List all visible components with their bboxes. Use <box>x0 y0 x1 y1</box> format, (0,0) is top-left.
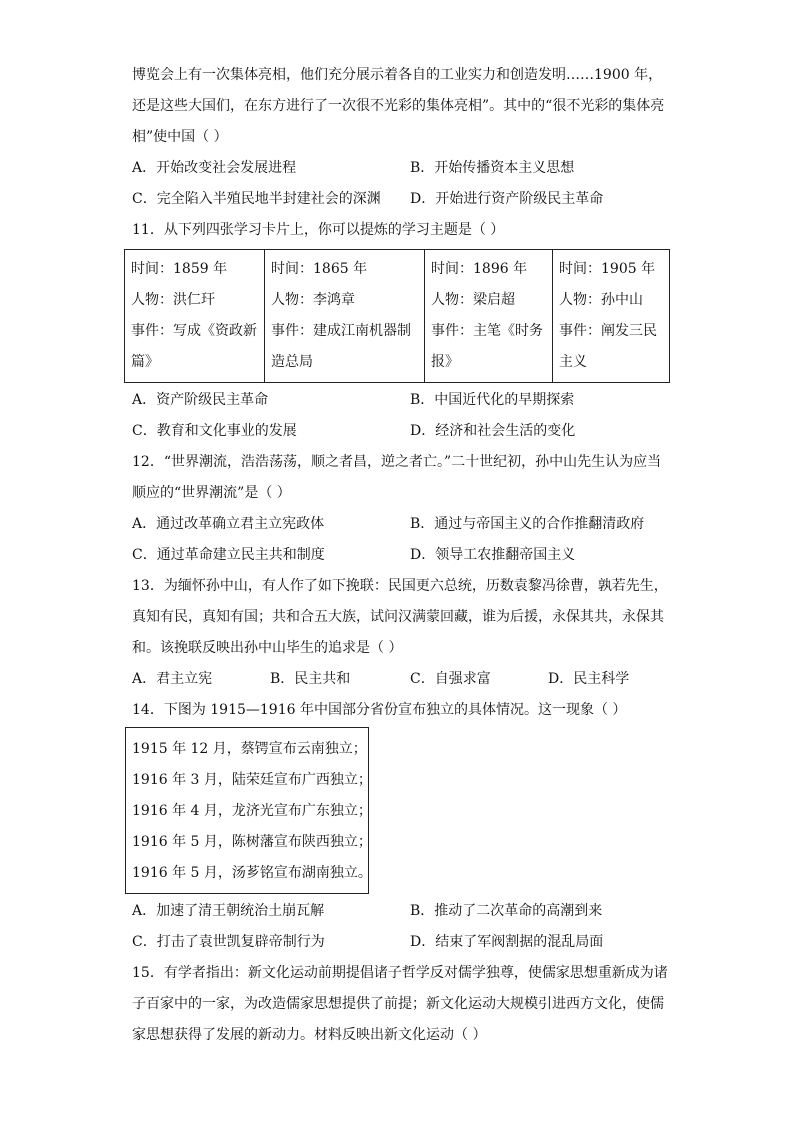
q13-stem-line-2: 真知有民，真知有国；共和合五大族，试问汉满蒙回藏，谁为后援，永保其共，永保其 <box>132 609 664 625</box>
card-1-time: 时间：1859 年 <box>131 261 228 277</box>
q14-independence-box <box>125 727 372 894</box>
q13-option-b[interactable]: B．民主共和 <box>270 671 351 687</box>
q14-box-line-2: 1916 年 3 月，陆荣廷宣布广西独立； <box>132 772 372 788</box>
card-2-person: 人物：李鸿章 <box>271 292 355 308</box>
q14-box-line-3: 1916 年 4 月，龙济光宣布广东独立； <box>132 803 372 819</box>
card-2-event-cont: 造总局 <box>271 354 313 370</box>
q13-option-d[interactable]: D．民主科学 <box>548 671 630 687</box>
q12-option-a[interactable]: A．通过改革确立君主立宪政体 <box>132 516 325 532</box>
card-1-person: 人物：洪仁玕 <box>131 292 215 308</box>
study-card-1 <box>125 250 265 383</box>
q15-stem-line-1: 15．有学者指出：新文化运动前期提倡诸子哲学反对儒学独尊，使儒家思想重新成为诸 <box>132 965 668 981</box>
q15-stem-line-2: 子百家中的一家，为改造儒家思想提供了前提；新文化运动大规模引进西方文化，使儒 <box>132 996 664 1012</box>
q11-study-cards-table <box>124 249 670 383</box>
q12-option-d[interactable]: D．领导工农推翻帝国主义 <box>410 547 576 563</box>
q11-option-b[interactable]: B．中国近代化的早期探索 <box>410 392 575 408</box>
q12-option-b[interactable]: B．通过与帝国主义的合作推翻清政府 <box>410 516 645 532</box>
q14-stem: 14．下图为 1915—1916 年中国部分省份宣布独立的具体情况。这一现象（ ） <box>132 702 627 718</box>
q10-option-b[interactable]: B．开始传播资本主义思想 <box>410 160 575 176</box>
q11-option-a[interactable]: A．资产阶级民主革命 <box>132 392 269 408</box>
q14-box-line-5: 1916 年 5 月，汤芗铭宣布湖南独立。 <box>132 865 372 881</box>
card-4-time: 时间：1905 年 <box>559 261 656 277</box>
study-card-4 <box>553 250 670 383</box>
card-4-event-cont: 主义 <box>559 354 587 370</box>
card-3-person: 人物：梁启超 <box>431 292 515 308</box>
q13-option-c[interactable]: C．自强求富 <box>410 671 491 687</box>
q10-option-d[interactable]: D．开始进行资产阶级民主革命 <box>410 191 604 207</box>
q11-option-c[interactable]: C．教育和文化事业的发展 <box>132 423 297 439</box>
q10-stem-line-2: 还是这些大国们，在东方进行了一次很不光彩的集体亮相”。其中的“很不光彩的集体亮 <box>132 98 665 114</box>
card-1-event: 事件：写成《资政新 <box>131 323 257 339</box>
card-2-event: 事件：建成江南机器制 <box>271 323 411 339</box>
card-2-time: 时间：1865 年 <box>271 261 368 277</box>
q10-stem-line-1: 博览会上有一次集体亮相，他们充分展示着各自的工业实力和创造发明……1900 年， <box>132 67 663 83</box>
card-4-event: 事件：阐发三民 <box>559 323 657 339</box>
card-3-time: 时间：1896 年 <box>431 261 528 277</box>
card-3-event-cont: 报》 <box>431 354 459 370</box>
card-3-event: 事件：主笔《时务 <box>431 323 543 339</box>
q13-stem-line-1: 13．为缅怀孙中山，有人作了如下挽联：民国更六总统，历数袁黎冯徐曹，孰若先生， <box>132 578 668 594</box>
q14-option-b[interactable]: B．推动了二次革命的高潮到来 <box>410 903 603 919</box>
q10-stem-line-3: 相”使中国（ ） <box>132 129 228 145</box>
q14-box-line-1: 1915 年 12 月，蔡锷宣布云南独立； <box>132 741 367 757</box>
q12-stem-line-2: 顺应的“世界潮流”是（ ） <box>132 485 291 501</box>
q11-option-d[interactable]: D．经济和社会生活的变化 <box>410 423 576 439</box>
q14-box-line-4: 1916 年 5 月，陈树藩宣布陕西独立； <box>132 834 372 850</box>
q12-option-c[interactable]: C．通过革命建立民主共和制度 <box>132 547 325 563</box>
q13-option-a[interactable]: A．君主立宪 <box>132 671 213 687</box>
q13-stem-line-3: 和。该挽联反映出孙中山毕生的追求是（ ） <box>132 640 403 656</box>
q10-option-a[interactable]: A．开始改变社会发展进程 <box>132 160 297 176</box>
card-1-event-cont: 篇》 <box>131 354 159 370</box>
q12-stem-line-1: 12．“世界潮流，浩浩荡荡，顺之者昌，逆之者亡。”二十世纪初，孙中山先生认为应当 <box>132 454 662 470</box>
card-4-person: 人物：孙中山 <box>559 292 643 308</box>
study-card-3 <box>425 250 553 383</box>
study-card-2 <box>265 250 425 383</box>
q14-option-c[interactable]: C．打击了袁世凯复辟帝制行为 <box>132 934 325 950</box>
q14-option-d[interactable]: D．结束了军阀割据的混乱局面 <box>410 934 604 950</box>
q14-option-a[interactable]: A．加速了清王朝统治土崩瓦解 <box>132 903 325 919</box>
q11-stem: 11．从下列四张学习卡片上，你可以提炼的学习主题是（ ） <box>132 222 505 238</box>
q10-option-c[interactable]: C．完全陷入半殖民地半封建社会的深渊 <box>132 191 381 207</box>
q15-stem-line-3: 家思想获得了发展的新动力。材料反映出新文化运动（ ） <box>132 1027 487 1043</box>
